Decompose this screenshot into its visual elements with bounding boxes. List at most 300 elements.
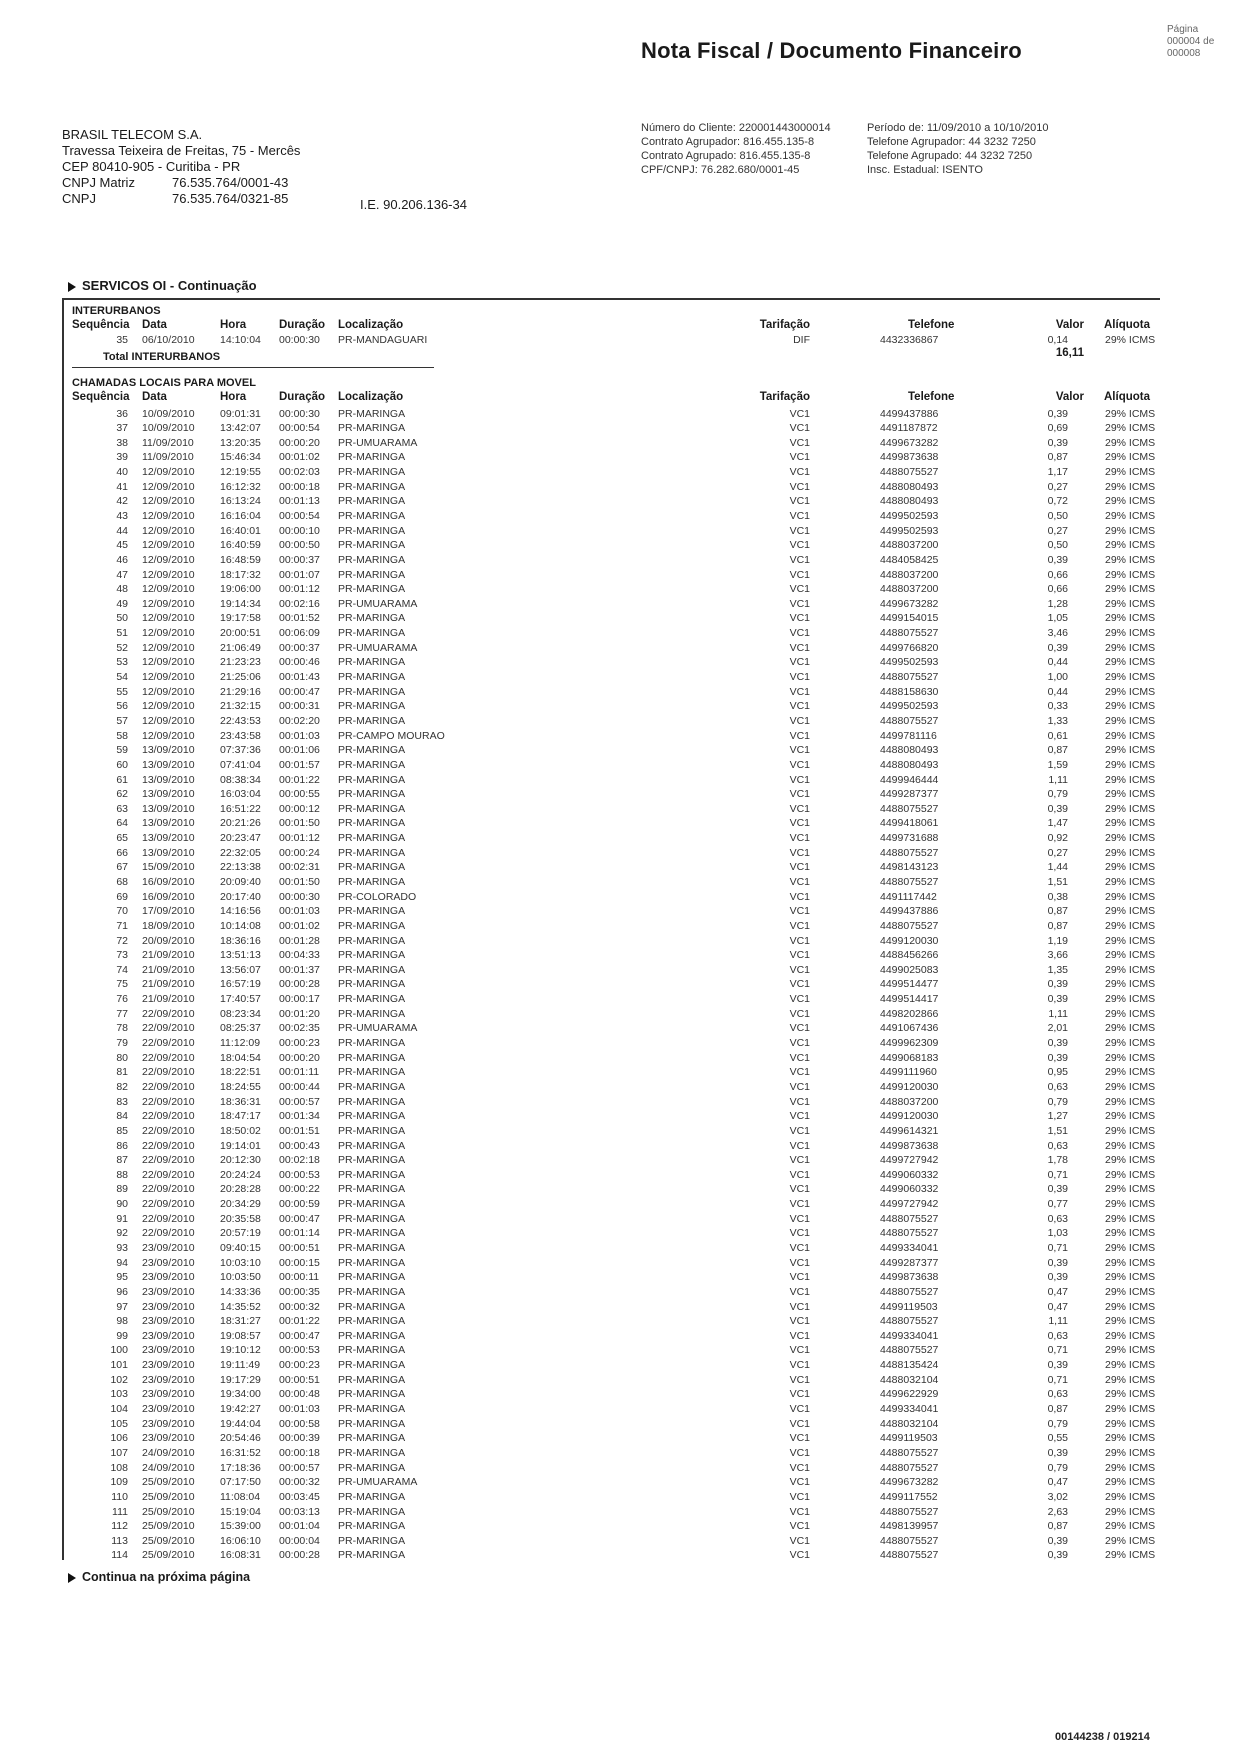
cell-telefone: 4499334041	[880, 1329, 939, 1342]
cell-aliquota: 29% ICMS	[1105, 641, 1156, 654]
cell-seq: 69	[116, 890, 128, 903]
table-row	[0, 1330, 1256, 1345]
table-row	[0, 905, 1256, 920]
cell-localizacao: PR-MARINGA	[338, 817, 406, 830]
cell-localizacao: PR-UMUARAMA	[338, 597, 418, 610]
cell-tarifacao: VC1	[789, 875, 810, 888]
cell-tarifacao: VC1	[789, 568, 810, 581]
cell-telefone: 4499334041	[880, 1403, 939, 1416]
cell-hora: 23:43:58	[220, 729, 261, 742]
table-row	[0, 715, 1256, 730]
cell-data: 22/09/2010	[142, 1139, 195, 1152]
cell-localizacao: PR-MARINGA	[338, 685, 406, 698]
cell-data: 22/09/2010	[142, 1168, 195, 1181]
cell-duracao: 00:00:47	[279, 1212, 320, 1225]
cell-aliquota: 29% ICMS	[1105, 1549, 1156, 1562]
cell-tarifacao: VC1	[789, 685, 810, 698]
table-row	[0, 1506, 1256, 1521]
cell-valor: 0,95	[1047, 1066, 1068, 1079]
column-header-hora: Hora	[220, 391, 247, 403]
cell-seq: 94	[116, 1256, 128, 1269]
cell-telefone: 4488075527	[880, 1549, 939, 1562]
cell-valor: 1,19	[1047, 934, 1068, 947]
cell-data: 23/09/2010	[142, 1271, 195, 1284]
cell-duracao: 00:00:18	[279, 480, 320, 493]
cell-hora: 19:17:29	[220, 1373, 261, 1386]
cell-tarifacao: VC1	[789, 1432, 810, 1445]
table-row	[0, 759, 1256, 774]
cell-seq: 90	[116, 1198, 128, 1211]
cell-duracao: 00:00:17	[279, 993, 320, 1006]
cell-duracao: 00:00:51	[279, 1241, 320, 1254]
table-row	[0, 525, 1256, 540]
cell-localizacao: PR-MARINGA	[338, 1329, 406, 1342]
cell-hora: 13:42:07	[220, 422, 261, 435]
table-row	[0, 744, 1256, 759]
cnpj-matriz-value: 76.535.764/0001-43	[172, 175, 289, 190]
cell-seq: 39	[116, 451, 128, 464]
column-header-tarifacao: Tarifação	[759, 391, 810, 403]
cell-hora: 09:40:15	[220, 1241, 261, 1254]
cell-data: 23/09/2010	[142, 1388, 195, 1401]
cell-valor: 0,79	[1047, 788, 1068, 801]
cell-telefone: 4499731688	[880, 832, 939, 845]
table-row	[0, 1315, 1256, 1330]
cell-seq: 48	[116, 583, 128, 596]
table-row	[0, 1140, 1256, 1155]
cell-data: 11/09/2010	[142, 436, 194, 449]
cell-duracao: 00:00:46	[279, 656, 320, 669]
cell-localizacao: PR-MARINGA	[338, 744, 406, 757]
cell-hora: 12:19:55	[220, 466, 261, 479]
cell-valor: 0,66	[1047, 568, 1068, 581]
table-row	[0, 1286, 1256, 1301]
cell-data: 22/09/2010	[142, 1022, 195, 1035]
cell-hora: 16:40:01	[220, 524, 261, 537]
client-info-right	[867, 121, 1048, 177]
cell-telefone: 4499060332	[880, 1183, 939, 1196]
cell-telefone: 4499120030	[880, 934, 939, 947]
cell-localizacao: PR-MARINGA	[338, 1241, 406, 1254]
cell-data: 16/09/2010	[142, 875, 195, 888]
cell-hora: 19:42:27	[220, 1403, 261, 1416]
cell-telefone: 4499418061	[880, 817, 939, 830]
cell-tarifacao: VC1	[789, 407, 810, 420]
table-row	[0, 1520, 1256, 1535]
cell-valor: 0,72	[1047, 495, 1068, 508]
company-info	[62, 127, 300, 207]
cell-tarifacao: VC1	[789, 1549, 810, 1562]
table-row	[0, 466, 1256, 481]
cell-tarifacao: VC1	[789, 1271, 810, 1284]
cell-tarifacao: VC1	[789, 509, 810, 522]
cell-telefone: 4488075527	[880, 1461, 939, 1474]
cell-aliquota: 29% ICMS	[1105, 1446, 1156, 1459]
cell-hora: 16:48:59	[220, 553, 261, 566]
cell-seq: 57	[116, 714, 128, 727]
cell-data: 23/09/2010	[142, 1432, 195, 1445]
table-row	[0, 1213, 1256, 1228]
cell-aliquota: 29% ICMS	[1105, 978, 1156, 991]
cell-duracao: 00:00:50	[279, 539, 320, 552]
cell-seq: 38	[116, 436, 128, 449]
table-row	[0, 451, 1256, 466]
cell-localizacao: PR-MARINGA	[338, 495, 406, 508]
cell-seq: 35	[116, 334, 128, 346]
cell-duracao: 00:01:06	[279, 744, 320, 757]
cell-valor: 0,71	[1047, 1168, 1068, 1181]
document-code: 00144238 / 019214	[1055, 1731, 1150, 1743]
cell-duracao: 00:00:22	[279, 1183, 320, 1196]
cell-seq: 73	[116, 949, 128, 962]
cell-telefone: 4488075527	[880, 1227, 939, 1240]
cell-duracao: 00:00:54	[279, 422, 320, 435]
cell-data: 13/09/2010	[142, 802, 195, 815]
cell-telefone: 4499502593	[880, 700, 939, 713]
cell-telefone: 4499873638	[880, 1271, 939, 1284]
cell-aliquota: 29% ICMS	[1105, 1037, 1156, 1050]
cell-hora: 17:40:57	[220, 993, 261, 1006]
contrato-agrupado: Contrato Agrupado: 816.455.135-8	[641, 150, 811, 162]
cell-aliquota: 29% ICMS	[1105, 1256, 1156, 1269]
cell-seq: 65	[116, 832, 128, 845]
table-row	[0, 774, 1256, 789]
cell-aliquota: 29% ICMS	[1105, 436, 1156, 449]
cell-localizacao: PR-MARINGA	[338, 1520, 406, 1533]
cell-telefone: 4488032104	[880, 1373, 939, 1386]
cell-seq: 78	[116, 1022, 128, 1035]
cell-duracao: 00:00:10	[279, 524, 320, 537]
cell-seq: 50	[116, 612, 128, 625]
cell-seq: 47	[116, 568, 128, 581]
cell-tarifacao: VC1	[789, 1110, 810, 1123]
cell-tarifacao: VC1	[789, 1080, 810, 1093]
table-row	[0, 642, 1256, 657]
cell-hora: 22:13:38	[220, 861, 261, 874]
cell-duracao: 00:00:57	[279, 1095, 320, 1108]
table-row	[0, 1374, 1256, 1389]
cell-aliquota: 29% ICMS	[1105, 1344, 1156, 1357]
cell-hora: 18:36:16	[220, 934, 261, 947]
cell-data: 12/09/2010	[142, 612, 195, 625]
column-header-data: Data	[142, 319, 167, 331]
cell-data: 12/09/2010	[142, 553, 195, 566]
cell-tarifacao: VC1	[789, 788, 810, 801]
cell-tarifacao: VC1	[789, 1227, 810, 1240]
cell-data: 12/09/2010	[142, 685, 195, 698]
cell-data: 23/09/2010	[142, 1403, 195, 1416]
cell-valor: 0,50	[1047, 539, 1068, 552]
cell-data: 12/09/2010	[142, 524, 195, 537]
cell-valor: 0,39	[1047, 1271, 1068, 1284]
cell-hora: 20:24:24	[220, 1168, 261, 1181]
cell-hora: 19:08:57	[220, 1329, 261, 1342]
cell-valor: 1,59	[1047, 758, 1068, 771]
cell-tarifacao: VC1	[789, 671, 810, 684]
cell-valor: 3,02	[1047, 1490, 1068, 1503]
cell-localizacao: PR-MARINGA	[338, 714, 406, 727]
cell-valor: 0,27	[1047, 846, 1068, 859]
table-row	[0, 993, 1256, 1008]
cell-duracao: 00:01:12	[279, 832, 320, 845]
cell-duracao: 00:01:03	[279, 729, 320, 742]
cell-telefone: 4488075527	[880, 627, 939, 640]
cell-localizacao: PR-MANDAGUARI	[338, 334, 428, 346]
page-indicator	[1167, 24, 1214, 60]
cell-hora: 21:32:15	[220, 700, 261, 713]
section-sub-rule	[72, 367, 434, 368]
cell-tarifacao: VC1	[789, 993, 810, 1006]
page-label: Página	[1167, 24, 1199, 35]
total-interurbanos-value: 16,11	[1055, 347, 1084, 359]
cell-seq: 93	[116, 1241, 128, 1254]
cell-valor: 1,47	[1047, 817, 1068, 830]
cell-data: 12/09/2010	[142, 729, 195, 742]
cell-telefone: 4488075527	[880, 919, 939, 932]
cell-telefone: 4499119503	[880, 1432, 938, 1445]
table-row	[0, 1301, 1256, 1316]
cell-seq: 98	[116, 1315, 128, 1328]
cell-hora: 07:37:36	[220, 744, 261, 757]
cell-data: 23/09/2010	[142, 1300, 195, 1313]
cell-data: 17/09/2010	[142, 905, 195, 918]
cell-hora: 16:12:32	[220, 480, 261, 493]
cell-aliquota: 29% ICMS	[1105, 1095, 1156, 1108]
table-row	[0, 1227, 1256, 1242]
cell-duracao: 00:01:28	[279, 934, 320, 947]
block-title-interurbanos: INTERURBANOS	[72, 305, 161, 317]
cell-seq: 60	[116, 758, 128, 771]
cell-hora: 16:06:10	[220, 1534, 261, 1547]
cell-data: 22/09/2010	[142, 1110, 195, 1123]
table-row	[0, 422, 1256, 437]
cell-seq: 96	[116, 1285, 128, 1298]
cell-tarifacao: VC1	[789, 744, 810, 757]
table-row	[0, 569, 1256, 584]
cell-tarifacao: VC1	[789, 495, 810, 508]
cell-tarifacao: VC1	[789, 1461, 810, 1474]
company-address: Travessa Teixeira de Freitas, 75 - Mercês	[62, 143, 301, 158]
cell-valor: 0,87	[1047, 905, 1068, 918]
cell-telefone: 4488075527	[880, 875, 939, 888]
cell-tarifacao: VC1	[789, 553, 810, 566]
cell-duracao: 00:00:30	[279, 407, 320, 420]
cell-tarifacao: VC1	[789, 949, 810, 962]
cell-hora: 20:54:46	[220, 1432, 261, 1445]
table-row	[0, 978, 1256, 993]
cell-data: 12/09/2010	[142, 480, 195, 493]
table-row	[0, 700, 1256, 715]
column-header-duracao: Duração	[279, 319, 326, 331]
cell-valor: 0,44	[1047, 656, 1068, 669]
cell-tarifacao: VC1	[789, 583, 810, 596]
cell-valor: 0,77	[1047, 1198, 1068, 1211]
cell-data: 22/09/2010	[142, 1154, 195, 1167]
cell-valor: 0,39	[1047, 993, 1068, 1006]
cell-data: 23/09/2010	[142, 1344, 195, 1357]
cell-seq: 106	[110, 1432, 128, 1445]
cell-hora: 22:43:53	[220, 714, 261, 727]
cell-valor: 0,39	[1047, 553, 1068, 566]
cell-localizacao: PR-MARINGA	[338, 407, 406, 420]
cell-seq: 55	[116, 685, 128, 698]
cell-data: 22/09/2010	[142, 1051, 195, 1064]
cell-telefone: 4499502593	[880, 656, 939, 669]
inscricao-estadual: I.E. 90.206.136-34	[360, 197, 467, 212]
cell-duracao: 00:01:04	[279, 1520, 320, 1533]
cell-data: 23/09/2010	[142, 1373, 195, 1386]
cell-aliquota: 29% ICMS	[1105, 1373, 1156, 1386]
cell-localizacao: PR-UMUARAMA	[338, 436, 418, 449]
table-row	[0, 1447, 1256, 1462]
table-row	[0, 539, 1256, 554]
cell-tarifacao: VC1	[789, 919, 810, 932]
cell-seq: 88	[116, 1168, 128, 1181]
cell-hora: 14:33:36	[220, 1285, 261, 1298]
cell-tarifacao: VC1	[789, 1329, 810, 1342]
cell-localizacao: PR-MARINGA	[338, 1110, 406, 1123]
cell-localizacao: PR-MARINGA	[338, 846, 406, 859]
cell-localizacao: PR-MARINGA	[338, 1359, 406, 1372]
cell-tarifacao: VC1	[789, 436, 810, 449]
cell-tarifacao: VC1	[789, 1007, 810, 1020]
cell-seq: 58	[116, 729, 128, 742]
cell-aliquota: 29% ICMS	[1105, 539, 1156, 552]
cell-telefone: 4488075527	[880, 1212, 939, 1225]
cell-valor: 0,63	[1047, 1080, 1068, 1093]
cell-data: 23/09/2010	[142, 1315, 195, 1328]
cell-data: 22/09/2010	[142, 1212, 195, 1225]
cell-duracao: 00:02:31	[279, 861, 320, 874]
table-row	[0, 1154, 1256, 1169]
cell-hora: 19:34:00	[220, 1388, 261, 1401]
cell-data: 23/09/2010	[142, 1256, 195, 1269]
cell-seq: 71	[116, 919, 128, 932]
cell-telefone: 4499437886	[880, 905, 939, 918]
column-header-telefone: Telefone	[908, 391, 955, 403]
cell-localizacao: PR-MARINGA	[338, 832, 406, 845]
cell-valor: 0,39	[1047, 1534, 1068, 1547]
cell-telefone: 4499766820	[880, 641, 939, 654]
table-row	[0, 949, 1256, 964]
cell-localizacao: PR-MARINGA	[338, 963, 406, 976]
cell-aliquota: 29% ICMS	[1105, 700, 1156, 713]
cell-duracao: 00:00:04	[279, 1534, 320, 1547]
table-row	[0, 1271, 1256, 1286]
table-row	[0, 730, 1256, 745]
cell-duracao: 00:01:02	[279, 919, 320, 932]
cell-tarifacao: VC1	[789, 451, 810, 464]
cell-data: 23/09/2010	[142, 1329, 195, 1342]
cell-tarifacao: VC1	[789, 1403, 810, 1416]
cell-telefone: 4488037200	[880, 583, 939, 596]
cell-valor: 0,87	[1047, 1403, 1068, 1416]
cell-duracao: 00:00:53	[279, 1168, 320, 1181]
cell-tarifacao: VC1	[789, 1212, 810, 1225]
telefone-agrupado: Telefone Agrupado: 44 3232 7250	[867, 150, 1033, 162]
cell-telefone: 4488456266	[880, 949, 939, 962]
cell-hora: 13:56:07	[220, 963, 261, 976]
cell-hora: 18:17:32	[220, 568, 261, 581]
cell-hora: 15:46:34	[220, 451, 261, 464]
cell-localizacao: PR-MARINGA	[338, 1198, 406, 1211]
cell-aliquota: 29% ICMS	[1105, 524, 1156, 537]
cell-aliquota: 29% ICMS	[1105, 568, 1156, 581]
cell-telefone: 4499287377	[880, 788, 939, 801]
cell-data: 11/09/2010	[142, 451, 194, 464]
cell-duracao: 00:00:35	[279, 1285, 320, 1298]
cell-localizacao: PR-MARINGA	[338, 1534, 406, 1547]
cell-data: 25/09/2010	[142, 1505, 195, 1518]
cell-telefone: 4499120030	[880, 1110, 939, 1123]
cell-duracao: 00:00:28	[279, 1549, 320, 1562]
block-title-locais: CHAMADAS LOCAIS PARA MOVEL	[72, 377, 256, 389]
section-title: SERVICOS OI - Continuação	[82, 278, 257, 293]
cell-data: 10/09/2010	[142, 407, 195, 420]
cell-localizacao: PR-MARINGA	[338, 875, 406, 888]
table-row	[0, 1183, 1256, 1198]
cell-valor: 0,50	[1047, 509, 1068, 522]
cell-data: 13/09/2010	[142, 788, 195, 801]
table-row	[0, 1462, 1256, 1477]
cell-hora: 18:22:51	[220, 1066, 261, 1079]
cell-duracao: 00:02:35	[279, 1022, 320, 1035]
cell-localizacao: PR-MARINGA	[338, 1271, 406, 1284]
cell-localizacao: PR-MARINGA	[338, 671, 406, 684]
cnpj-value: 76.535.764/0321-85	[172, 191, 289, 206]
cell-data: 12/09/2010	[142, 641, 195, 654]
cell-seq: 95	[116, 1271, 128, 1284]
total-interurbanos-label: Total INTERURBANOS	[103, 351, 221, 363]
cell-valor: 0,63	[1047, 1388, 1068, 1401]
cell-seq: 92	[116, 1227, 128, 1240]
cell-duracao: 00:00:54	[279, 509, 320, 522]
table-row	[0, 1198, 1256, 1213]
cell-valor: 0,39	[1047, 978, 1068, 991]
cell-valor: 0,47	[1047, 1300, 1068, 1313]
cell-tarifacao: VC1	[789, 422, 810, 435]
table-row	[0, 817, 1256, 832]
cell-aliquota: 29% ICMS	[1105, 773, 1156, 786]
cell-valor: 0,39	[1047, 802, 1068, 815]
cell-localizacao: PR-MARINGA	[338, 1212, 406, 1225]
cell-tarifacao: VC1	[789, 890, 810, 903]
cell-seq: 74	[116, 963, 128, 976]
cell-seq: 87	[116, 1154, 128, 1167]
cell-data: 22/09/2010	[142, 1095, 195, 1108]
cell-valor: 0,66	[1047, 583, 1068, 596]
cell-data: 22/09/2010	[142, 1183, 195, 1196]
cell-hora: 14:10:04	[220, 334, 261, 346]
cell-tarifacao: VC1	[789, 1359, 810, 1372]
table-row	[0, 1066, 1256, 1081]
cell-hora: 16:08:31	[220, 1549, 261, 1562]
table-row	[0, 583, 1256, 598]
table-row	[0, 1491, 1256, 1506]
cpf-cnpj: CPF/CNPJ: 76.282.680/0001-45	[641, 164, 800, 176]
cell-duracao: 00:00:18	[279, 1446, 320, 1459]
cell-localizacao: PR-MARINGA	[338, 583, 406, 596]
cell-valor: 0,79	[1047, 1095, 1068, 1108]
continue-label: Continua na próxima página	[82, 1570, 251, 1584]
cell-localizacao: PR-MARINGA	[338, 422, 406, 435]
cell-seq: 81	[116, 1066, 128, 1079]
table-row	[0, 1081, 1256, 1096]
cell-aliquota: 29% ICMS	[1105, 1051, 1156, 1064]
cell-hora: 18:50:02	[220, 1124, 261, 1137]
cell-seq: 56	[116, 700, 128, 713]
cell-aliquota: 29% ICMS	[1105, 875, 1156, 888]
